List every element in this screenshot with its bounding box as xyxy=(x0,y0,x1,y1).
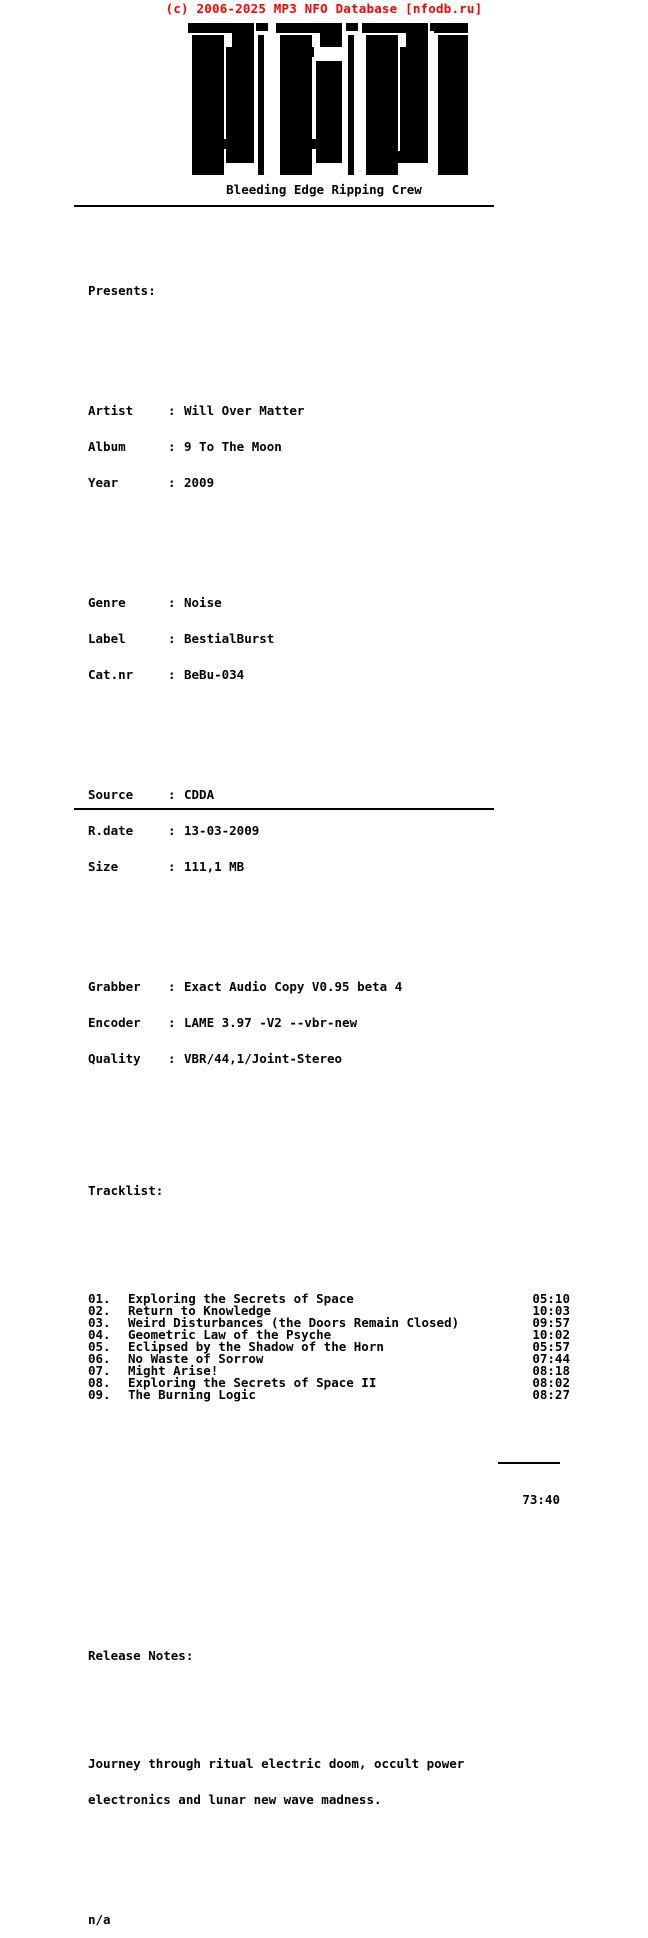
tracklist-table xyxy=(88,1293,570,1401)
catnr-separator: : xyxy=(168,667,176,682)
grabber-value: Exact Audio Copy V0.95 beta 4 xyxy=(184,979,403,994)
year-value: 2009 xyxy=(184,475,215,490)
size-separator: : xyxy=(168,859,176,874)
track-number: 05. xyxy=(88,1339,111,1354)
track-title: Weird Disturbances (the Doors Remain Closed) xyxy=(128,1315,460,1330)
crew-name: Bleeding Edge Ripping Crew xyxy=(226,182,422,197)
track-title: Exploring the Secrets of Space xyxy=(128,1291,354,1306)
track-title: Eclipsed by the Shadow of the Horn xyxy=(128,1339,384,1354)
info-row-label xyxy=(88,633,648,645)
track-title: Exploring the Secrets of Space II xyxy=(128,1375,377,1390)
track-time: 08:27 xyxy=(532,1387,570,1402)
track-time: 09:57 xyxy=(532,1315,570,1330)
track-time: 05:10 xyxy=(532,1291,570,1306)
genre-value: Noise xyxy=(184,595,222,610)
info-row-album xyxy=(88,441,648,453)
album-value: 9 To The Moon xyxy=(184,439,282,454)
track-number: 06. xyxy=(88,1351,111,1366)
track-number: 03. xyxy=(88,1315,111,1330)
track-time: 10:03 xyxy=(532,1303,570,1318)
artist-value: Will Over Matter xyxy=(184,403,305,418)
size-label: Size xyxy=(88,859,119,874)
info-row-grabber xyxy=(88,981,648,993)
artist-separator: : xyxy=(168,403,176,418)
info-row-source xyxy=(88,789,648,801)
track-number: 09. xyxy=(88,1387,111,1402)
info-row-year xyxy=(88,477,648,489)
nfodb-copyright-header: (c) 2006-2025 MP3 NFO Database [nfodb.ru] xyxy=(165,1,483,16)
total-duration-rule xyxy=(498,1462,560,1464)
total-duration-value: 73:40 xyxy=(522,1492,560,1507)
release-notes-footer: n/a xyxy=(88,1912,111,1927)
tracklist-body xyxy=(88,1293,570,1401)
catnr-value: BeBu-034 xyxy=(184,667,245,682)
artist-label: Artist xyxy=(88,403,134,418)
genre-separator: : xyxy=(168,595,176,610)
track-title: Return to Knowledge xyxy=(128,1303,271,1318)
size-value: 111,1 MB xyxy=(184,859,245,874)
encoder-separator: : xyxy=(168,1015,176,1030)
genre-label: Genre xyxy=(88,595,126,610)
info-row-size xyxy=(88,861,648,873)
tracklist-title: Tracklist: xyxy=(88,1183,164,1198)
track-number: 01. xyxy=(88,1291,111,1306)
track-title: Geometric Law of the Psyche xyxy=(128,1327,332,1342)
catnr-label: Cat.nr xyxy=(88,667,134,682)
info-row-encoder xyxy=(88,1017,648,1029)
ascii-logo-container xyxy=(0,23,648,175)
table-row xyxy=(88,1389,570,1401)
year-separator: : xyxy=(168,475,176,490)
label-separator: : xyxy=(168,631,176,646)
total-duration-group xyxy=(88,1438,570,1530)
source-value: CDDA xyxy=(184,787,215,802)
source-separator: : xyxy=(168,787,176,802)
label-label: Label xyxy=(88,631,126,646)
grabber-label: Grabber xyxy=(88,979,141,994)
ascii-logo-art xyxy=(180,23,468,175)
release-notes-line-2: electronics and lunar new wave madness. xyxy=(88,1792,382,1807)
release-notes-title: Release Notes: xyxy=(88,1648,194,1663)
label-value: BestialBurst xyxy=(184,631,275,646)
info-row-rdate xyxy=(88,825,648,837)
info-row-quality xyxy=(88,1053,648,1065)
track-time: 05:57 xyxy=(532,1339,570,1354)
release-notes-line-1: Journey through ritual electric doom, occult power xyxy=(88,1756,465,1771)
encoder-label: Encoder xyxy=(88,1015,141,1030)
track-time: 08:18 xyxy=(532,1363,570,1378)
rdate-separator: : xyxy=(168,823,176,838)
album-separator: : xyxy=(168,439,176,454)
presents-label: Presents: xyxy=(88,283,156,298)
quality-value: VBR/44,1/Joint-Stereo xyxy=(184,1051,343,1066)
album-label: Album xyxy=(88,439,126,454)
track-number: 07. xyxy=(88,1363,111,1378)
quality-label: Quality xyxy=(88,1051,141,1066)
bottom-divider-rule xyxy=(74,808,494,810)
year-label: Year xyxy=(88,475,119,490)
source-label: Source xyxy=(88,787,134,802)
grabber-separator: : xyxy=(168,979,176,994)
track-number: 08. xyxy=(88,1375,111,1390)
rdate-label: R.date xyxy=(88,823,134,838)
track-title: Might Arise! xyxy=(128,1363,219,1378)
rdate-value: 13-03-2009 xyxy=(184,823,260,838)
quality-separator: : xyxy=(168,1051,176,1066)
track-time: 10:02 xyxy=(532,1327,570,1342)
info-row-artist xyxy=(88,405,648,417)
nfo-body xyxy=(0,207,648,1938)
track-number: 02. xyxy=(88,1303,111,1318)
encoder-value: LAME 3.97 -V2 --vbr-new xyxy=(184,1015,358,1030)
info-row-catnr xyxy=(88,669,648,681)
track-time: 07:44 xyxy=(532,1351,570,1366)
track-title: No Waste of Sorrow xyxy=(128,1351,264,1366)
track-number: 04. xyxy=(88,1327,111,1342)
track-time: 08:02 xyxy=(532,1375,570,1390)
info-row-genre xyxy=(88,597,648,609)
track-title: The Burning Logic xyxy=(128,1387,256,1402)
